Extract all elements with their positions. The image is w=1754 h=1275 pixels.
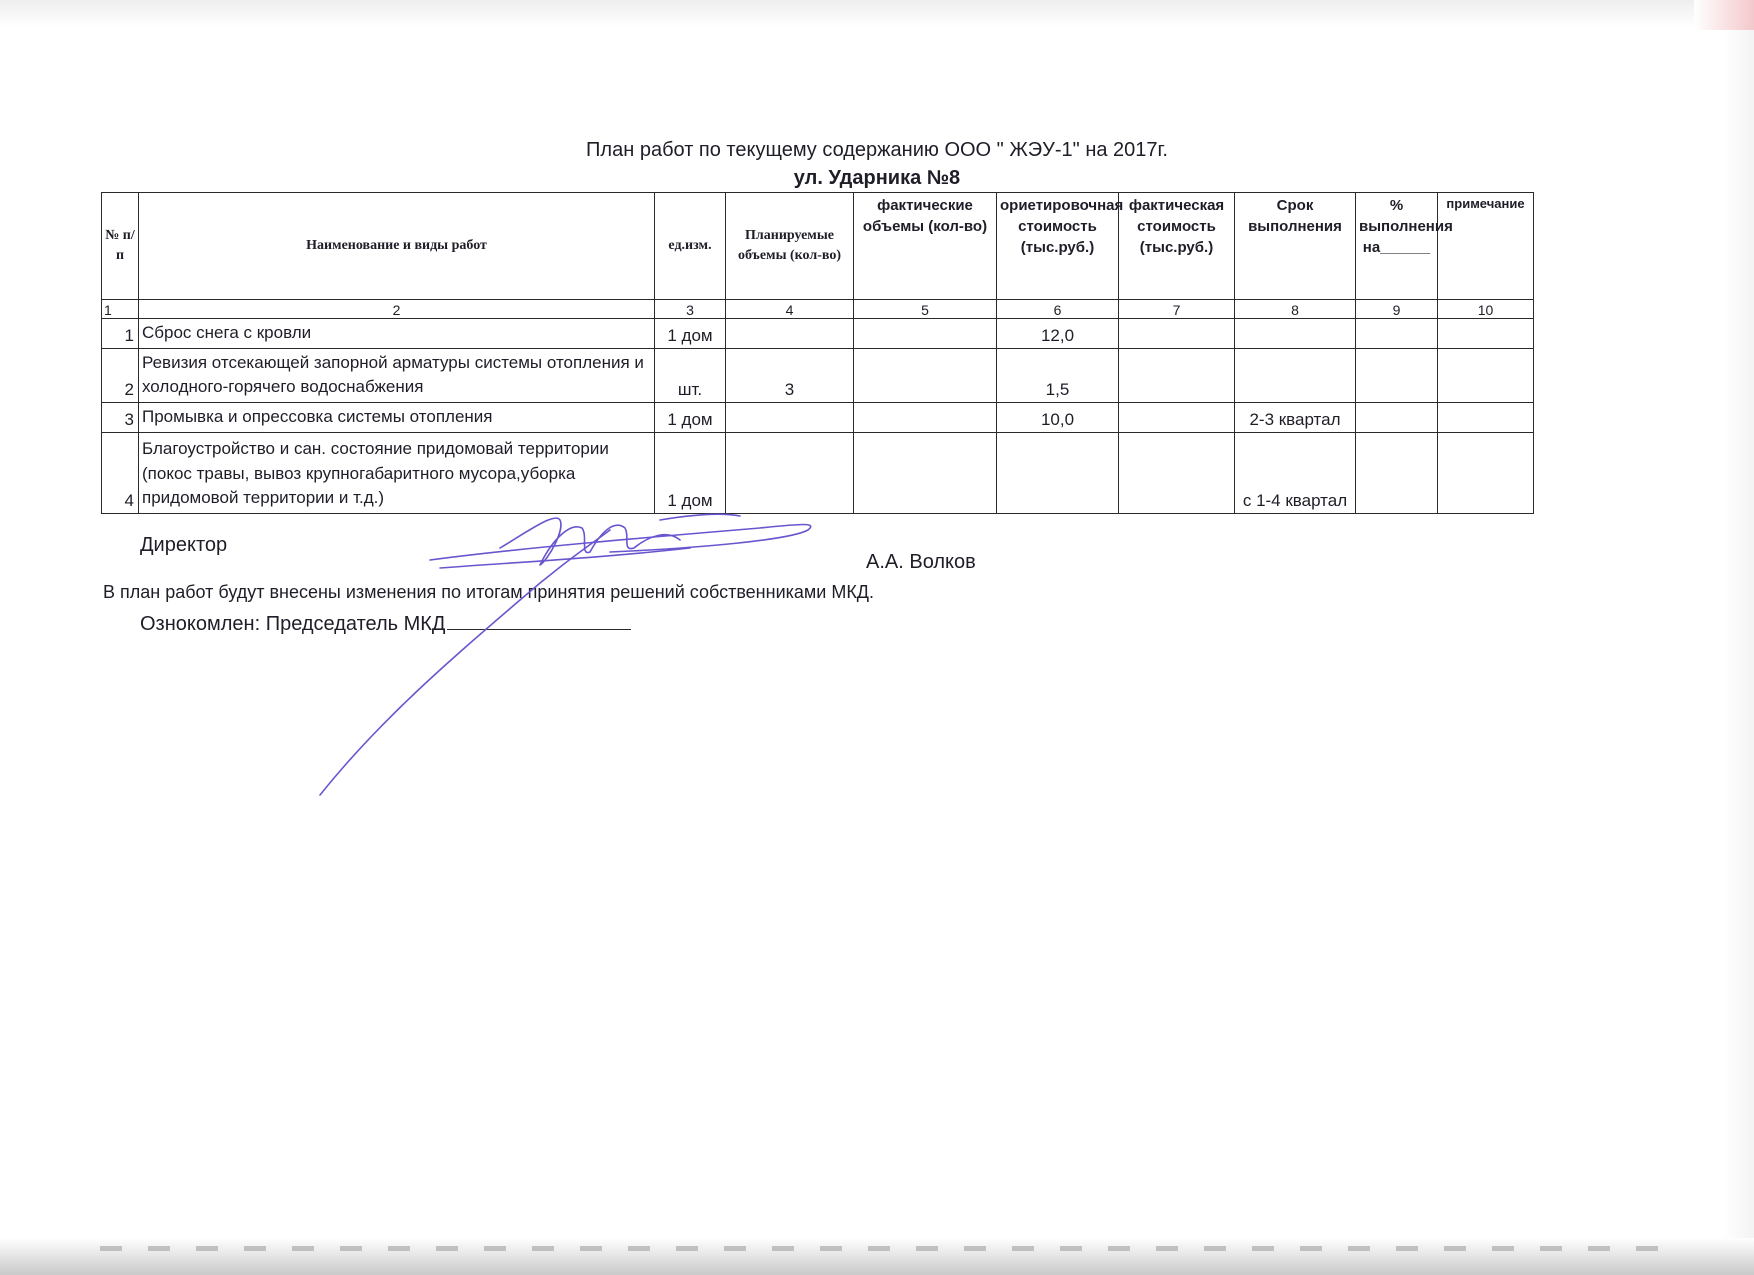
row-percent <box>1356 319 1438 349</box>
row-actual-cost <box>1119 402 1235 432</box>
header-actual-volume: фактические объемы (кол-во) <box>854 193 997 300</box>
director-name: А.А. Волков <box>866 551 976 573</box>
row-planned <box>726 402 854 432</box>
signature-stroke <box>660 514 740 520</box>
row-note <box>1438 402 1534 432</box>
row-deadline <box>1235 348 1356 402</box>
row-num: 4 <box>102 432 139 513</box>
row-num: 1 <box>102 319 139 349</box>
table-row <box>102 402 1534 432</box>
row-note <box>1438 432 1534 513</box>
row-actual-cost <box>1119 432 1235 513</box>
row-actual-cost <box>1119 319 1235 349</box>
row-name: Промывка и опрессовка системы отопления <box>139 402 655 432</box>
acknowledgement-label: Ознокомлен: Председатель МКД <box>140 613 446 635</box>
row-note <box>1438 319 1534 349</box>
director-label: Директор <box>140 534 228 556</box>
table-row <box>102 319 1534 349</box>
header-estimated-cost: ориетировочная стоимость (тыс.руб.) <box>997 193 1119 300</box>
row-planned <box>726 319 854 349</box>
row-actual-cost <box>1119 348 1235 402</box>
signature-stroke <box>430 525 811 561</box>
column-number: 8 <box>1235 300 1356 319</box>
row-percent <box>1356 348 1438 402</box>
row-unit: 1 дом <box>655 402 726 432</box>
column-number: 5 <box>854 300 997 319</box>
column-number: 7 <box>1119 300 1235 319</box>
row-estimated-cost: 10,0 <box>997 402 1119 432</box>
column-number: 4 <box>726 300 854 319</box>
header-unit: ед.изм. <box>655 193 726 300</box>
row-unit: 1 дом <box>655 432 726 513</box>
row-percent <box>1356 432 1438 513</box>
row-deadline <box>1235 319 1356 349</box>
signature-blank <box>447 611 631 630</box>
row-actual-volume <box>854 432 997 513</box>
header-name: Наименование и виды работ <box>139 193 655 300</box>
header-note: примечание <box>1438 193 1534 300</box>
row-name: Ревизия отсекающей запорной арматуры системы отопления и холодного-горячего водоснабжения <box>139 348 655 402</box>
row-actual-volume <box>854 402 997 432</box>
scan-right-edge <box>1724 0 1754 1275</box>
row-deadline: 2-3 квартал <box>1235 402 1356 432</box>
header-actual-cost: фактическая стоимость (тыс.руб.) <box>1119 193 1235 300</box>
table-row <box>102 432 1534 513</box>
row-name: Сброс снега с кровли <box>139 319 655 349</box>
row-unit: 1 дом <box>655 319 726 349</box>
scan-bottom-edge <box>0 1238 1754 1275</box>
row-planned: 3 <box>726 348 854 402</box>
document-title: План работ по текущему содержанию ООО " ЖЭУ-1" на 2017г. <box>586 139 1168 161</box>
row-percent <box>1356 402 1438 432</box>
signature-stroke <box>500 518 680 565</box>
row-num: 3 <box>102 402 139 432</box>
row-note <box>1438 348 1534 402</box>
header-percent: % выполнения на______ <box>1356 193 1438 300</box>
table-header-row <box>102 193 1534 300</box>
row-name: Благоустройство и сан. состояние придомовай территории (покос травы, вывоз крупногабаритного мусора,уборка придомовой территории и т.д.) <box>139 432 655 513</box>
column-number: 2 <box>139 300 655 319</box>
column-number: 6 <box>997 300 1119 319</box>
column-number: 1 <box>102 300 139 319</box>
column-number: 9 <box>1356 300 1438 319</box>
column-number: 3 <box>655 300 726 319</box>
header-planned: Планируемые объемы (кол-во) <box>726 193 854 300</box>
row-estimated-cost: 12,0 <box>997 319 1119 349</box>
scan-corner-mark <box>1694 0 1754 30</box>
row-unit: шт. <box>655 348 726 402</box>
row-deadline: с 1-4 квартал <box>1235 432 1356 513</box>
column-number: 10 <box>1438 300 1534 319</box>
row-planned <box>726 432 854 513</box>
table-row <box>102 348 1534 402</box>
signature-stroke <box>440 548 690 568</box>
document-subtitle: ул. Ударника №8 <box>793 167 961 189</box>
changes-note: В план работ будут внесены изменения по итогам принятия решений собственниками МКД. <box>103 582 875 602</box>
header-deadline: Срок выполнения <box>1235 193 1356 300</box>
row-actual-volume <box>854 319 997 349</box>
column-number-row <box>102 300 1534 319</box>
row-estimated-cost: 1,5 <box>997 348 1119 402</box>
row-num: 2 <box>102 348 139 402</box>
scan-bottom-artifacts <box>100 1246 1660 1251</box>
row-actual-volume <box>854 348 997 402</box>
signature-stroke <box>320 530 610 795</box>
scan-top-edge <box>0 0 1754 28</box>
work-plan-table <box>101 192 1534 514</box>
row-estimated-cost <box>997 432 1119 513</box>
acknowledgement-line <box>140 611 631 636</box>
header-num: № п/п <box>102 193 139 300</box>
